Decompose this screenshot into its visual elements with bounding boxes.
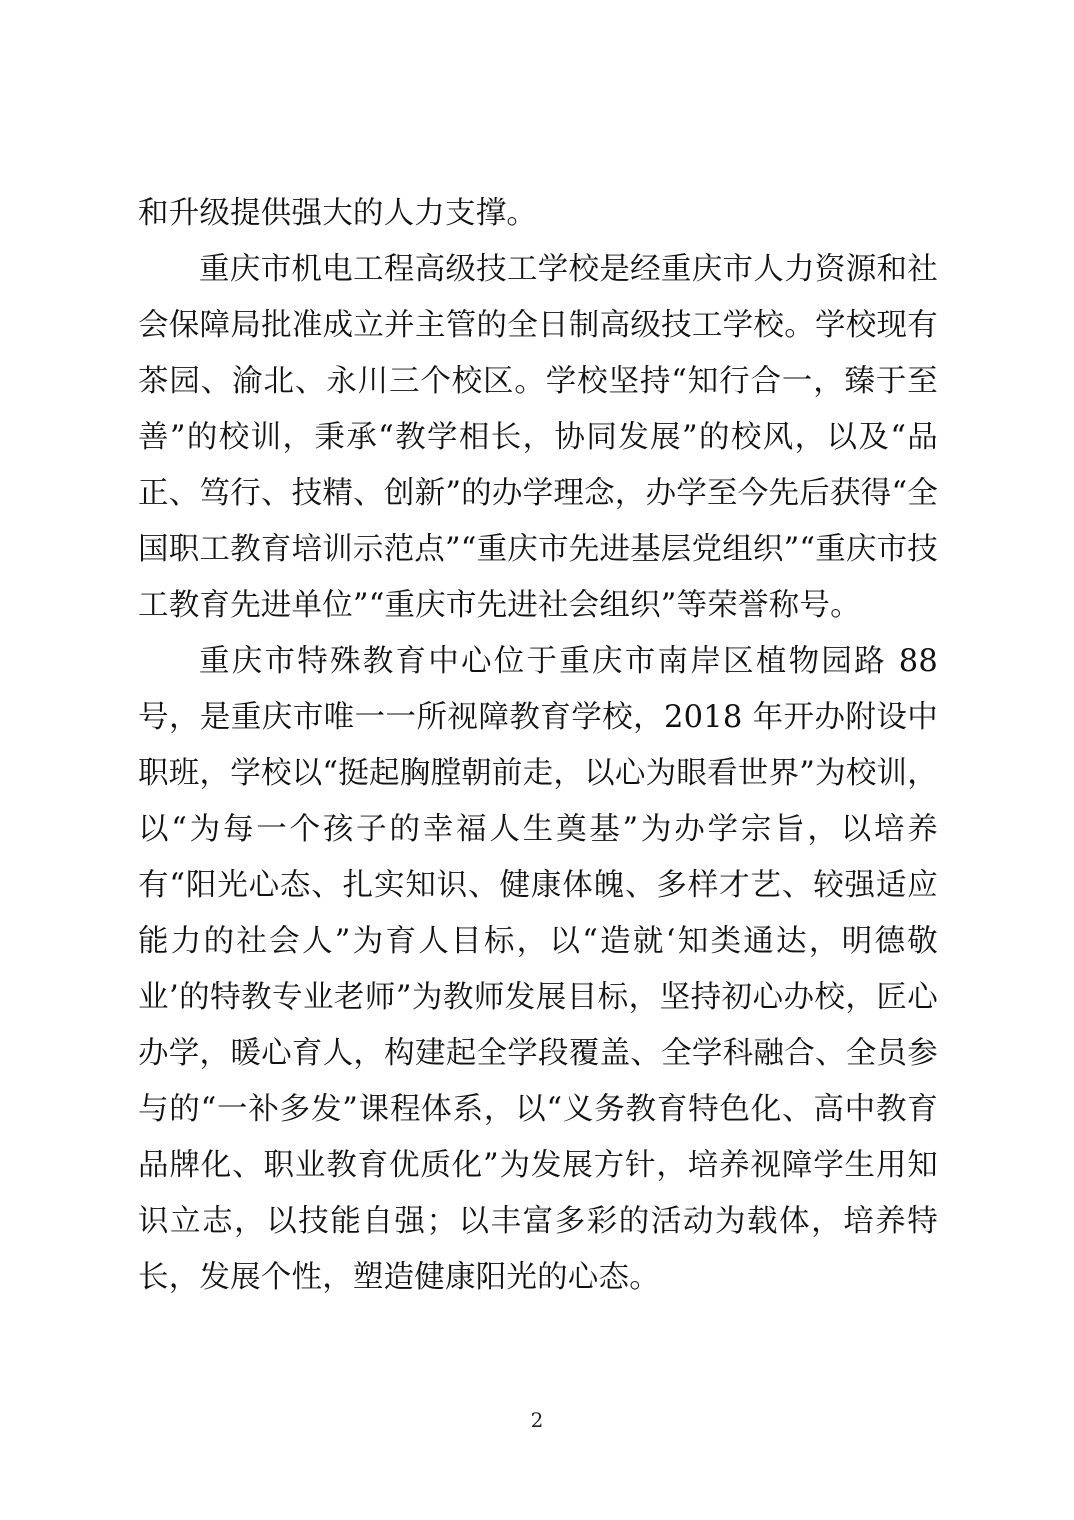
paragraph-2: 重庆市机电工程高级技工学校是经重庆市人力资源和社会保障局批准成立并主管的全日制高级技工学校。学校现有茶园、渝北、永川三个校区。学校坚持“知行合一，臻于至善”的校训，秉承“教学相长，协同发展”的校风，以及“品正、笃行、技精、创新”的办学理念，办学至今先后获得“全国职工教育培训示范点”“重庆市先进基层党组织”“重庆市技工教育先进单位”“重庆市先进社会组织”等荣誉称号。: [138, 252, 938, 623]
page-number: 2: [530, 1408, 544, 1432]
paragraph-3: 重庆市特殊教育中心位于重庆市南岸区植物园路 88 号，是重庆市唯一一所视障教育学校，2018 年开办附设中职班，学校以“挺起胸膛朝前走，以心为眼看世界”为校训，以“为每一个孩子的幸福人生奠基”为办学宗旨，以培养有“阳光心态、扎实知识、健康体魄、多样才艺、较强适应能力的社会人”为育人目标，以“造就‘知类通达，明德敬业’的特教专业老师”为教师发展目标，坚持初心办校，匠心办学，暖心育人，构建起全学段覆盖、全学科融合、全员参与的“一补多发”课程体系，以“义务教育特色化、高中教育品牌化、职业教育优质化”为发展方针，培养视障学生用知识立志，以技能自强；以丰富多彩的活动为载体，培养特长，发展个性，塑造健康阳光的心态。: [138, 644, 938, 1295]
paragraph-1: 和升级提供强大的人力支撑。: [138, 196, 538, 231]
document-body: [138, 186, 938, 1306]
